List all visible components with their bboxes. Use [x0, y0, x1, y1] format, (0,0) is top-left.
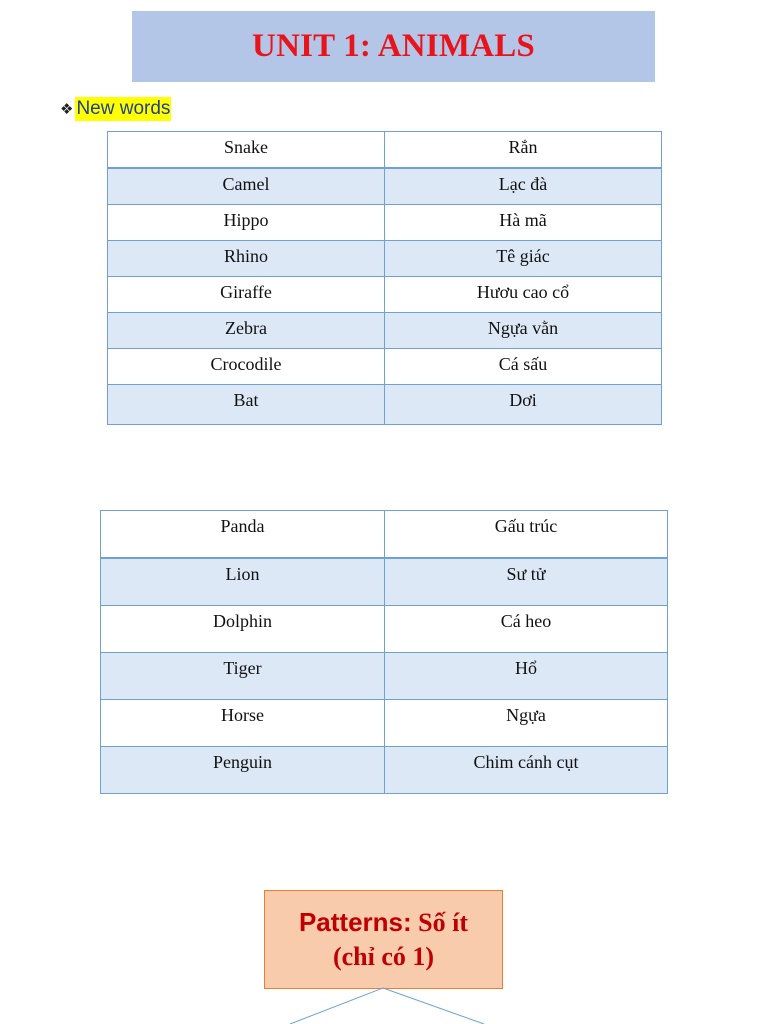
english-word: Dolphin [101, 606, 385, 653]
patterns-singular: Số ít [418, 908, 469, 937]
english-word: Camel [108, 168, 385, 205]
table-row [108, 241, 662, 277]
vietnamese-word: Lạc đà [385, 168, 662, 205]
english-word: Panda [101, 511, 385, 559]
vietnamese-word: Tê giác [385, 241, 662, 277]
english-word: Hippo [108, 205, 385, 241]
english-word: Tiger [101, 653, 385, 700]
patterns-line-2: (chỉ có 1) [332, 942, 435, 971]
table-row [101, 606, 668, 653]
english-word: Giraffe [108, 277, 385, 313]
table-row [101, 747, 668, 794]
vietnamese-word: Hổ [385, 653, 668, 700]
table-row [108, 205, 662, 241]
vocab-table-2 [100, 510, 668, 794]
page-title: UNIT 1: ANIMALS [252, 28, 535, 64]
vietnamese-word: Cá heo [385, 606, 668, 653]
vietnamese-word: Cá sấu [385, 349, 662, 385]
english-word: Crocodile [108, 349, 385, 385]
english-word: Horse [101, 700, 385, 747]
vietnamese-word: Hà mã [385, 205, 662, 241]
table-row [108, 349, 662, 385]
english-word: Penguin [101, 747, 385, 794]
table-row [108, 385, 662, 425]
vietnamese-word: Ngựa [385, 700, 668, 747]
patterns-line-1 [299, 905, 468, 940]
new-words-label: New words [76, 98, 171, 119]
english-word: Bat [108, 385, 385, 425]
vocab-table-1 [107, 131, 662, 425]
table-row [108, 277, 662, 313]
table-row [101, 511, 668, 559]
title-banner [132, 11, 655, 82]
vietnamese-word: Dơi [385, 385, 662, 425]
english-word: Zebra [108, 313, 385, 349]
patterns-box [264, 890, 503, 989]
patterns-label: Patterns: [298, 907, 412, 937]
diamond-bullet-icon: ❖ [60, 99, 74, 118]
table-row [101, 653, 668, 700]
vietnamese-word: Sư tử [385, 558, 668, 606]
connector-line-right [383, 988, 484, 1024]
english-word: Snake [108, 132, 385, 169]
connector-line-left [290, 988, 383, 1024]
table-row [108, 313, 662, 349]
vietnamese-word: Chim cánh cụt [385, 747, 668, 794]
vietnamese-word: Hươu cao cổ [385, 277, 662, 313]
table-row [108, 168, 662, 205]
english-word: Rhino [108, 241, 385, 277]
vietnamese-word: Ngựa vằn [385, 313, 662, 349]
table-row [101, 558, 668, 606]
vietnamese-word: Gấu trúc [385, 511, 668, 559]
new-words-heading [60, 96, 171, 122]
table-row [101, 700, 668, 747]
english-word: Lion [101, 558, 385, 606]
table-row [108, 132, 662, 169]
vietnamese-word: Rắn [385, 132, 662, 169]
